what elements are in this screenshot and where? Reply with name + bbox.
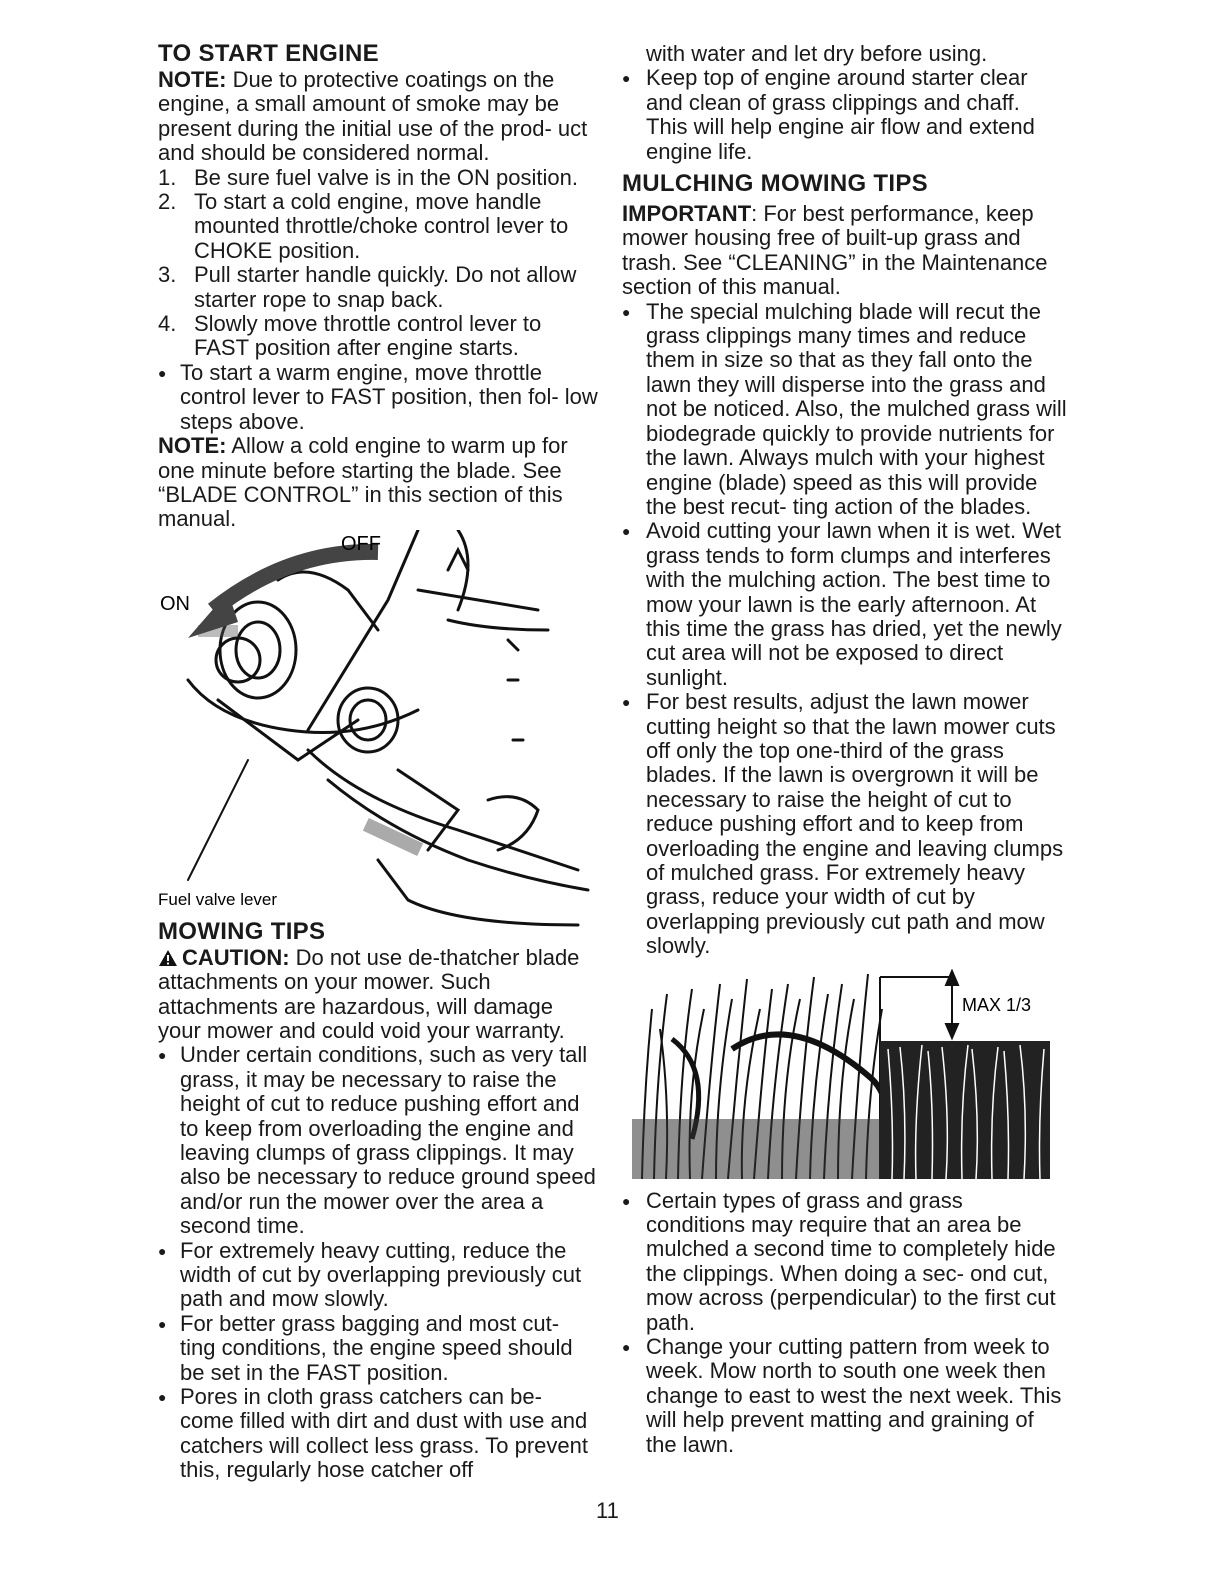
bullet-text: For best results, adjust the lawn mower cutting height so that the lawn mower cuts off only the top one-third of the grass blades. If the lawn is overgrown it will be necessary to raise the height of cut to reduce pushing effort and to keep from overloading the engine and leaving clumps of mulched grass. For extremely heavy grass, reduce your width of cut by overlapping previously cut path and mow slowly.: [646, 689, 1064, 959]
bullet-item: [158, 1043, 598, 1238]
warning-icon: [158, 949, 178, 967]
note-label: NOTE:: [158, 433, 227, 459]
continued-text: [622, 42, 1067, 66]
note-label: NOTE:: [158, 67, 227, 92]
start-engine-heading: TO START ENGINE: [158, 40, 379, 67]
important-text: : For best performance, keep mower housing free of built-up grass and trash. See “CLEANING” in the Maintenance section of this manual.: [622, 201, 1048, 300]
step-number: 1.: [158, 164, 177, 190]
bullet-text: Certain types of grass and grass conditions may require that an area be mulched a second time to completely hide the clippings. When doing a sec- ond cut, mow across (perpendicular) to the first cut path.: [646, 1187, 1056, 1335]
step-item: [158, 190, 598, 263]
step-item: [158, 263, 598, 312]
bullet-icon: ●: [622, 523, 631, 540]
bullet-item: [622, 690, 1067, 958]
note-text: Due to protective coatings on the engine, a small amount of smoke may be present during the initial use of the prod- uct and should be considered normal.: [158, 67, 588, 166]
left-column: [158, 40, 598, 1483]
step-text: To start a cold engine, move handle mounted throttle/choke control lever to CHOKE position.: [194, 189, 569, 263]
bullet-item: [158, 361, 598, 434]
bullet-icon: ●: [622, 1339, 631, 1356]
step-text: Slowly move throttle control lever to FAST position after engine starts.: [194, 311, 542, 361]
important-paragraph: [622, 202, 1067, 300]
continued-text-line: with water and let dry before using.: [646, 41, 988, 66]
grass-cut-height-illustration: [632, 969, 1067, 1179]
bullet-icon: ●: [158, 1242, 167, 1259]
bullet-item: [622, 1335, 1067, 1457]
bullet-icon: ●: [158, 364, 167, 381]
bullet-text: Pores in cloth grass catchers can be- come filled with dirt and dust with use and catchers will collect less grass. To prevent this, regularly hose catcher off: [180, 1384, 588, 1483]
bullet-item: [158, 1312, 598, 1385]
step-number: 2.: [158, 189, 177, 215]
bullet-text: Avoid cutting your lawn when it is wet. Wet grass tends to form clumps and interferes with the mulching action. The best time to mow your lawn is the early afternoon. At this time the grass has dried, yet the newly cut area will not be exposed to direct sunlight.: [646, 518, 1062, 690]
bullet-text: For extremely heavy cutting, reduce the width of cut by overlapping previously cut path and mow slowly.: [180, 1237, 582, 1312]
important-label: IMPORTANT: [622, 201, 752, 227]
note-text: Allow a cold engine to warm up for one minute before starting the blade. See “BLADE CONTROL” in this section of this manual.: [158, 433, 568, 532]
bullet-icon: ●: [622, 1192, 631, 1209]
bullet-text: To start a warm engine, move throttle control lever to FAST position, then fol- low steps above.: [180, 359, 598, 434]
right-column: [622, 42, 1067, 1457]
grass-drawing: [632, 969, 1052, 1179]
page-number: 11: [596, 1498, 619, 1523]
caution-paragraph: [158, 946, 598, 1044]
note-paragraph: [158, 434, 598, 532]
caution-label: CAUTION:: [182, 944, 290, 970]
bullet-icon: ●: [622, 694, 631, 711]
step-text: Pull starter handle quickly. Do not allow starter rope to snap back.: [194, 262, 577, 312]
figure-label-max: MAX 1/3: [962, 994, 1032, 1015]
bullet-item: [622, 300, 1067, 520]
fuel-valve-illustration: [158, 530, 598, 930]
step-item: [158, 166, 598, 190]
figure-label-on: ON: [160, 592, 190, 615]
bullet-item: [158, 1239, 598, 1312]
bullet-text: Keep top of engine around starter clear and clean of grass clippings and chaff. This will help engine air flow and extend engine life.: [646, 65, 1035, 164]
fuel-valve-drawing: [158, 530, 598, 930]
step-item: [158, 312, 598, 361]
bullet-text: For better grass bagging and most cut- ting conditions, the engine speed should be set in the FAST position.: [180, 1310, 573, 1385]
bullet-icon: ●: [158, 1315, 167, 1332]
bullet-text: Change your cutting pattern from week to week. Mow north to south one week then change to east to west the next week. This will help prevent matting and graining of the lawn.: [646, 1334, 1062, 1457]
bullet-item: [158, 1385, 598, 1483]
bullet-text: Under certain conditions, such as very tall grass, it may be necessary to raise the height of cut to reduce pushing effort and to keep from overloading the engine and leaving clumps of grass clippings. It may also be necessary to reduce ground speed and/or run the mower over the area a second time.: [180, 1042, 596, 1239]
caution-text: Do not use de-thatcher blade attachments on your mower. Such attachments are hazardous, will damage your mower and could void your warranty.: [158, 944, 580, 1043]
bullet-text: The special mulching blade will recut the grass clippings many times and reduce them in size so that as they fall onto the lawn they will disperse into the grass and not be noticed. Also, the mulched grass will biodegrade quickly to provide nutrients for the lawn. Always mulch with your highest engine (blade) speed as this will provide the best recut- ting action of the blades.: [646, 298, 1067, 519]
figure-label-fuel-valve: Fuel valve lever: [158, 889, 278, 909]
figure-label-off: OFF: [341, 532, 381, 555]
mulching-heading: MULCHING MOWING TIPS: [622, 170, 928, 198]
step-number: 3.: [158, 262, 177, 288]
bullet-item: [622, 1189, 1067, 1335]
bullet-icon: ●: [158, 1047, 167, 1064]
bullet-icon: ●: [158, 1389, 167, 1406]
bullet-item: [622, 66, 1067, 164]
bullet-item: [622, 519, 1067, 690]
bullet-icon: ●: [622, 303, 631, 320]
note-paragraph: [158, 68, 598, 166]
step-number: 4.: [158, 311, 177, 337]
mowing-tips-heading: MOWING TIPS: [158, 917, 326, 945]
bullet-icon: ●: [622, 70, 631, 87]
step-text: Be sure fuel valve is in the ON position.: [194, 164, 578, 190]
